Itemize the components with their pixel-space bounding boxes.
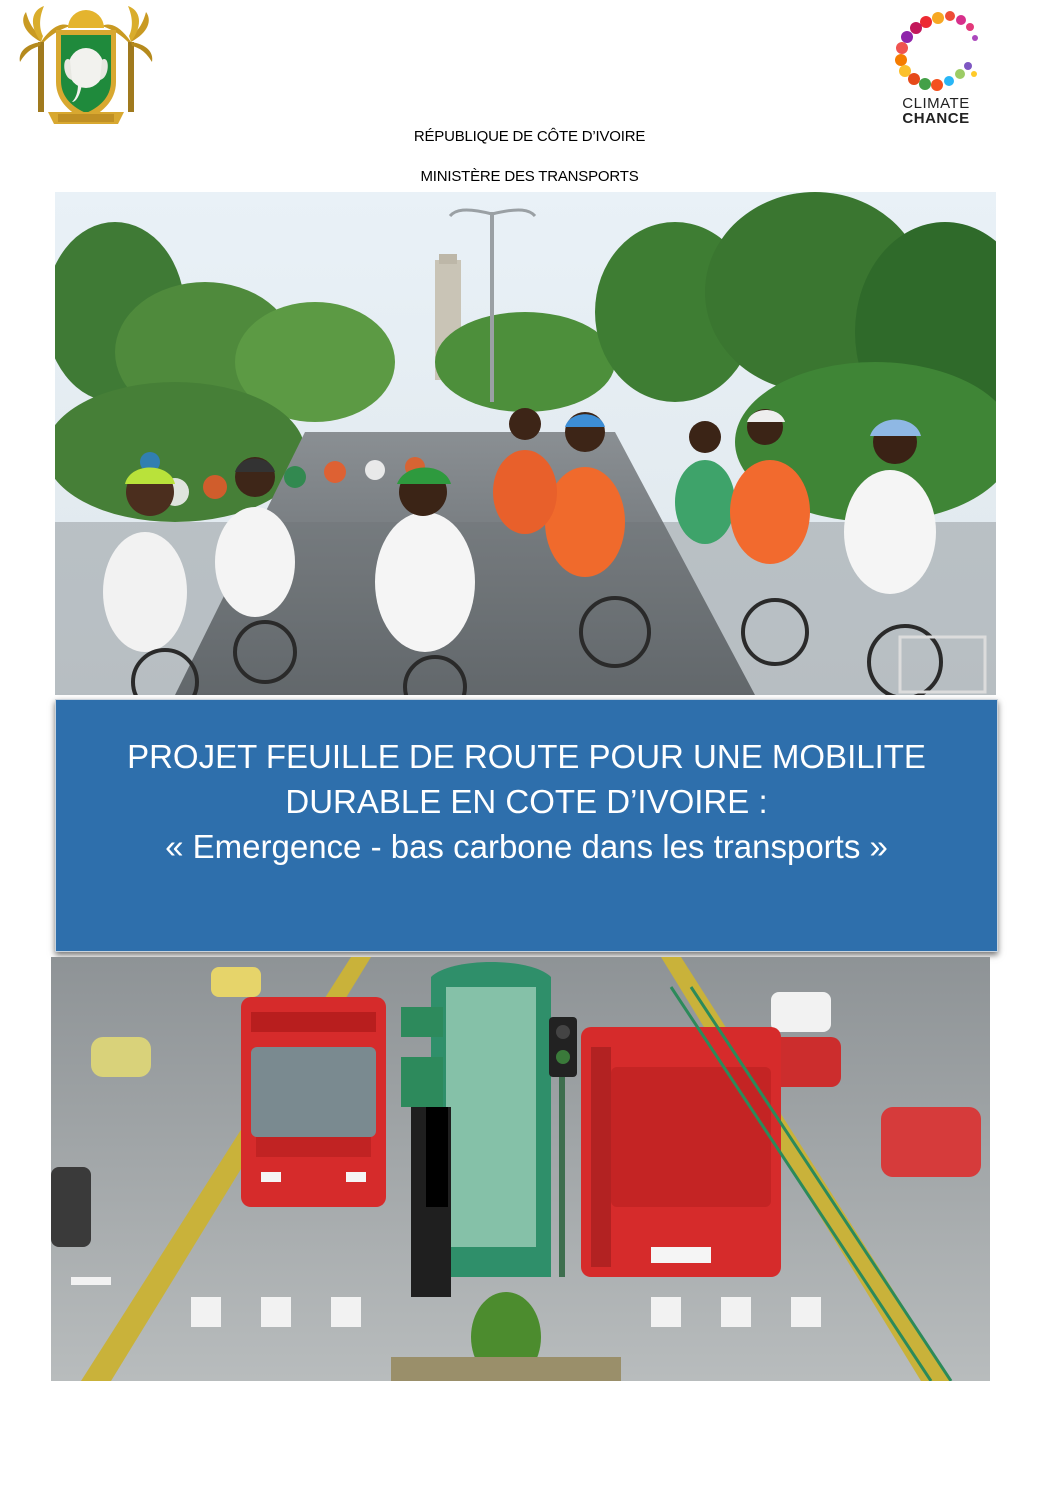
climate-chance-logo (888, 8, 984, 130)
title-line-2: DURABLE EN COTE D’IVOIRE : (285, 783, 768, 820)
cyclists-photo (55, 192, 996, 695)
title-line-3: « Emergence - bas carbone dans les transports » (165, 828, 888, 865)
ministry-header: MINISTÈRE DES TRANSPORTS (420, 168, 639, 185)
climate-chance-line1: CLIMATE (902, 95, 970, 112)
title-line-1: PROJET FEUILLE DE ROUTE POUR UNE MOBILITE (127, 738, 926, 775)
bus-right-icon (581, 1027, 781, 1277)
republic-header: RÉPUBLIQUE DE CÔTE D’IVOIRE (413, 128, 646, 145)
coat-of-arms-emblem (18, 2, 154, 130)
climate-chance-line2: CHANCE (902, 110, 970, 127)
brt-buses-photo (51, 957, 990, 1381)
title-banner (55, 699, 998, 952)
climate-chance-dots-icon (888, 8, 984, 94)
bus-left-icon (241, 997, 386, 1207)
